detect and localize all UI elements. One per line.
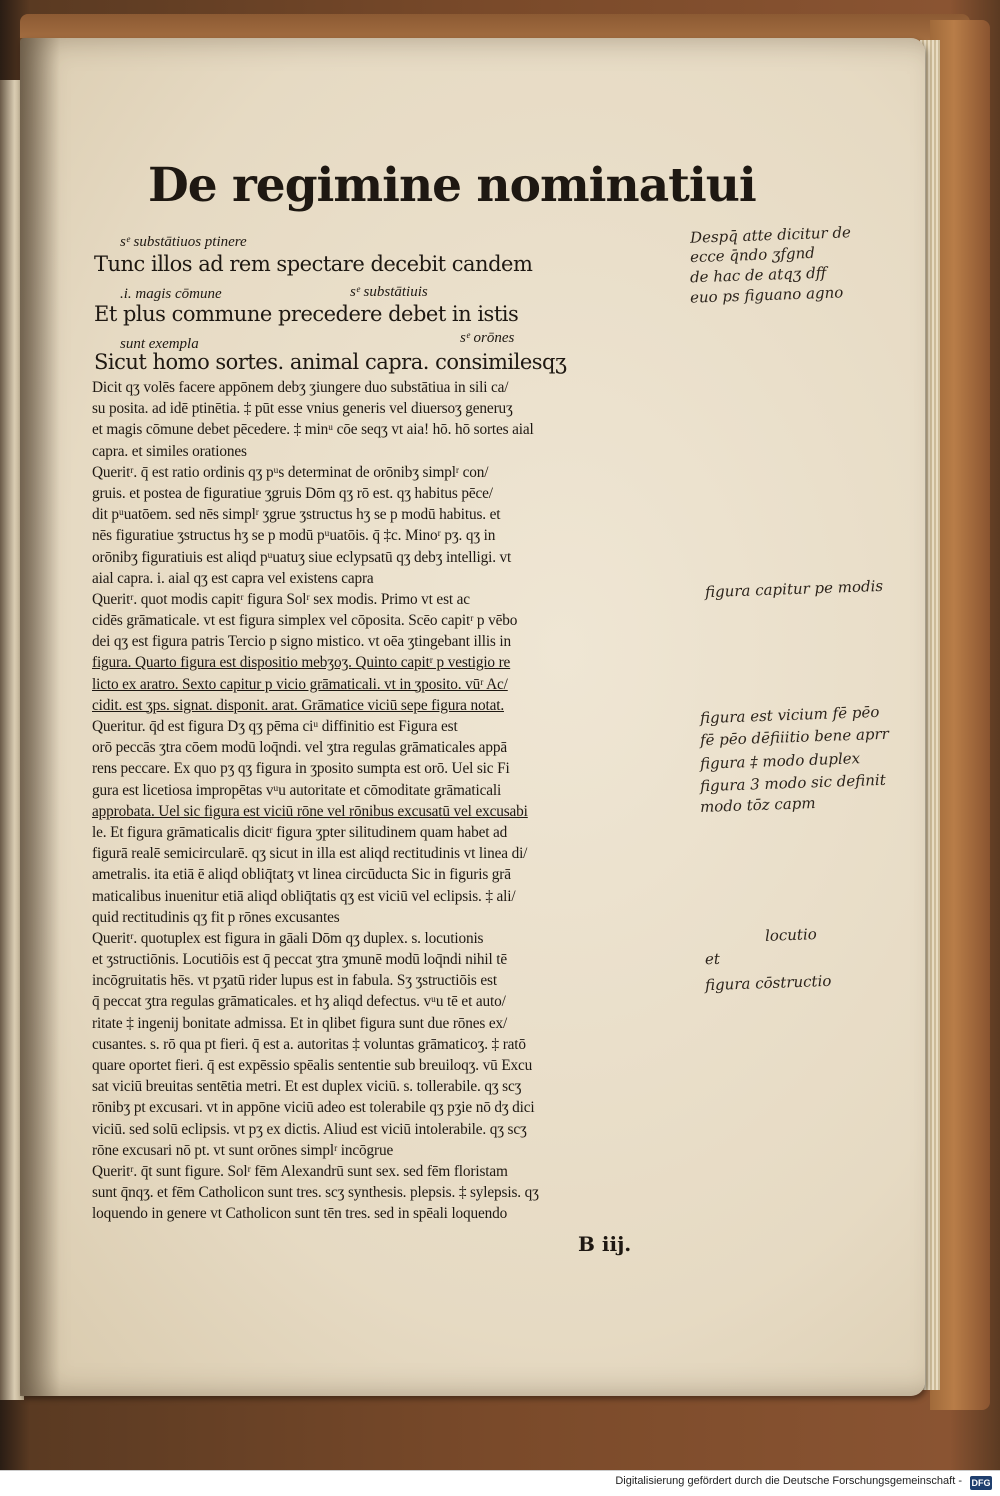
text-line: le. Et figura grāmaticalis dicitʳ figura ʒpter silitudinem quam habet ad bbox=[92, 823, 508, 841]
text-line: approbata. Uel sic figura est viciū rōne vel rōnibus excusatū vel excusabi bbox=[92, 802, 528, 820]
text-line: orō peccās ʒtra cōem modū loq̄ndi. vel ʒtra regulas grāmaticales appā bbox=[92, 739, 507, 757]
text-line: maticalibus inuenitur etiā aliqd obliq̄tatis qʒ est viciū vel eclipsis. ‡ ali/ bbox=[92, 887, 516, 905]
text-line: figura. Quarto figura est dispositio mebʒoʒ. Quinto capitʳ p vestigio re bbox=[92, 654, 511, 672]
text-line: rōne excusari nō pt. vt sunt orōnes simplʳ incōgrue bbox=[92, 1141, 394, 1159]
interlinear-gloss: .i. magis cōmune bbox=[120, 286, 222, 302]
marginal-note: de hac de atqʒ dff bbox=[689, 263, 827, 287]
text-line: ritate ‡ ingenij bonitate admissa. Et in qlibet figura sunt due rōnes ex/ bbox=[92, 1014, 508, 1032]
text-line: et ʒstructiōnis. Locutiōis est q̄ peccat ʒtra ʒmunē modū loq̄ndi nihil tē bbox=[92, 951, 508, 969]
marginal-note: modo tōz capm bbox=[699, 793, 816, 817]
text-line: Queritur. q̄d est figura Dʒ qʒ pēma ciᵘ diffinitio est Figura est bbox=[92, 718, 458, 735]
text-line: sat viciū breuitas sentētia metri. Et est duplex viciū. s. tollerabile. qʒ scʒ bbox=[92, 1078, 522, 1096]
marginal-note: ecce q̄ndo ʒfgnd bbox=[689, 243, 816, 267]
marginal-note: figura ‡ modo duplex bbox=[699, 749, 861, 773]
text-line: capra. et similes orationes bbox=[92, 442, 247, 460]
marginal-note: figura capitur pe modis bbox=[704, 576, 884, 602]
text-line: Dicit qʒ volēs facere appōnem debʒ ʒiungere duo substātiua in sili ca/ bbox=[92, 379, 509, 396]
text-line: dei qʒ est figura patris Tercio p signo mistico. vt oēa ʒtingebant illis in bbox=[92, 633, 512, 651]
verse-line: Tunc illos ad rem spectare decebit candem bbox=[94, 252, 533, 276]
marginal-note: fē pēo dēfiiitio bene aprr bbox=[699, 724, 890, 750]
text-line: licto ex aratro. Sexto capitur p vicio grāmaticali. vt in ʒposito. vūʳ Ac/ bbox=[92, 675, 508, 693]
interlinear-gloss: sᵉ substātiuis bbox=[350, 284, 428, 300]
text-line: q̄ peccat ʒtra regulas grāmaticales. et hʒ aliqd defectus. vᵘu tē et auto/ bbox=[92, 993, 506, 1011]
text-line: orōnibʒ figuratiuis est aliqd pᵘuatuʒ siue eclypsatū qʒ debʒ intelligi. vt bbox=[92, 548, 512, 566]
text-line: cusantes. s. rō qua pt fieri. q̄ est a. autoritas ‡ voluntas grāmaticoʒ. ‡ ratō bbox=[92, 1035, 526, 1053]
marginal-note: et bbox=[704, 949, 721, 969]
marginal-note: figura 3 modo sic definit bbox=[699, 770, 887, 796]
interlinear-gloss: sᵉ orōnes bbox=[460, 330, 515, 346]
footer-bar bbox=[0, 1470, 1000, 1496]
marginal-note: locutio bbox=[764, 925, 818, 945]
text-line: quid rectitudinis qʒ fit p rōnes excusantes bbox=[92, 908, 340, 926]
text-line: rōnibʒ pt excusari. vt in appōne viciū adeo est tolerabile qʒ pʒie nō dʒ dici bbox=[92, 1099, 535, 1117]
text-line: cidit. est ʒps. signat. disponit. arat. Grāmatice viciū sepe figura notat. bbox=[92, 696, 504, 714]
signature-mark: B iij. bbox=[578, 1232, 632, 1256]
text-line: et magis cōmune debet pēcedere. ‡ minᵘ cōe seqʒ vt aia! hō. hō sortes aial bbox=[92, 421, 534, 439]
text-line: nēs figuratiue ʒstructus hʒ se p modū pᵘuatōis. q̄ ‡c. Minoʳ pʒ. qʒ in bbox=[92, 527, 496, 545]
verse-line: Sicut homo sortes. animal capra. consimilesqʒ bbox=[94, 350, 567, 374]
text-line: incōgruitatis hēs. vt pʒatū rider lupus est in fabula. Sʒ ʒstructiōis est bbox=[92, 972, 497, 990]
text-line: Queritʳ. quot modis capitʳ figura Solʳ sex modis. Primo vt est ac bbox=[92, 590, 470, 608]
commentary-text bbox=[92, 377, 682, 1225]
text-line: su posita. ad idē ptinētia. ‡ pūt esse vnius generis vel diuersoʒ generuʒ bbox=[92, 400, 513, 418]
page-title: De regimine nominatiui bbox=[148, 158, 756, 213]
text-line: sunt q̄nqʒ. et fēm Catholicon sunt tres. scʒ synthesis. plepsis. ‡ sylepsis. qʒ bbox=[92, 1184, 539, 1202]
text-line: Queritʳ. quotuplex est figura in gāali Dōm qʒ duplex. s. locutionis bbox=[92, 929, 484, 947]
text-line: ametralis. ita etiā ē aliqd obliq̄tatʒ vt linea circūducta Sic in figuris grā bbox=[92, 866, 511, 884]
marginal-note: Despq̄ atte dicitur de bbox=[689, 223, 852, 247]
text-line: aial capra. i. aial qʒ est capra vel existens capra bbox=[92, 569, 374, 587]
text-line: Queritʳ. q̄ est ratio ordinis qʒ pᵘs determinat de orōnibʒ simplʳ con/ bbox=[92, 463, 489, 481]
text-line: quare oportet fieri. q̄ est expēssio spēalis sententie sub breuiloqʒ. vū Excu bbox=[92, 1057, 533, 1074]
text-line: loquendo in genere vt Catholicon sunt tēn tres. sed in spēali loquendo bbox=[92, 1205, 508, 1223]
text-line: cidēs grāmaticale. vt est figura simplex vel cōposita. Scēo capitʳ p vēbo bbox=[92, 612, 518, 630]
text-line: gura est licetiosa impropētas vᵘu autoritate et cōmoditate grāmaticali bbox=[92, 781, 502, 799]
marginal-note: figura cōstructio bbox=[704, 971, 832, 995]
text-line: rens peccare. Ex quo pʒ qʒ figura in ʒposito sumpta est orō. Uel sic Fi bbox=[92, 760, 510, 778]
marginal-note: figura est vicium fē pēo bbox=[699, 702, 880, 728]
text-line: figurā realē semicircularē. qʒ sicut in illa est aliqd rectitudinis vt linea di/ bbox=[92, 845, 528, 863]
dfg-logo: DFG bbox=[971, 1478, 991, 1488]
text-line: Queritʳ. q̄t sunt figure. Solʳ fēm Alexandrū sunt sex. sed fēm floristam bbox=[92, 1162, 508, 1180]
text-line: viciū. sed solū eclipsis. vt pʒ ex dictis. Aliud est viciū intolerabile. qʒ scʒ bbox=[92, 1120, 527, 1138]
funding-credit: Digitalisierung gefördert durch die Deutsche Forschungsgemeinschaft - bbox=[615, 1475, 962, 1487]
interlinear-gloss: sᵉ substātiuos ptinere bbox=[120, 234, 247, 250]
verse-line: Et plus commune precedere debet in istis bbox=[94, 302, 519, 326]
gutter-shadow bbox=[20, 38, 60, 1396]
text-line: gruis. et postea de figuratiue ʒgruis Dōm qʒ rō est. qʒ habitus pēce/ bbox=[92, 484, 493, 502]
interlinear-gloss: sunt exempla bbox=[120, 336, 199, 352]
marginal-note: euo ps figuano agno bbox=[689, 283, 844, 307]
text-line: dit pᵘuatōem. sed nēs simplʳ ʒgrue ʒstructus hʒ se p modū habitus. et bbox=[92, 506, 501, 524]
